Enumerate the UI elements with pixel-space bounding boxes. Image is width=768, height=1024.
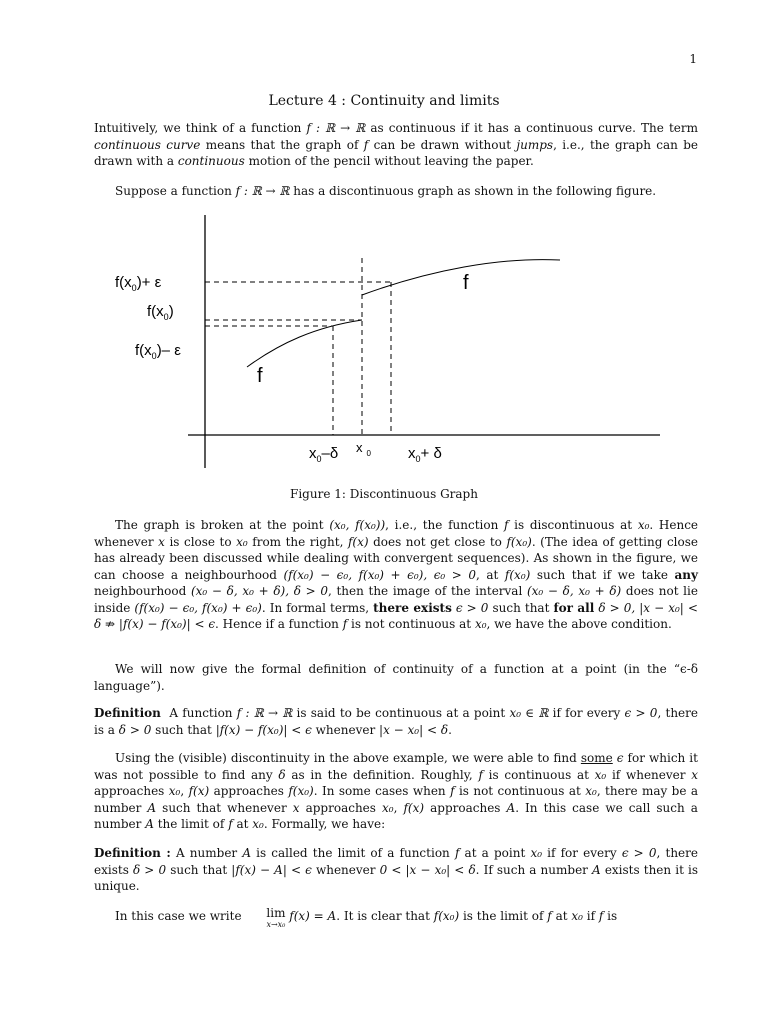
label-fx0-minus-eps: $f(x_0)-$ ε <box>135 342 181 361</box>
formal-definition-intro: We will now give the formal definition of continuity of a function at a point (in the “ϵ-δ language”). <box>94 662 698 693</box>
label-fx0: $f(x_0)$ <box>147 303 174 322</box>
label-x0-plus-delta: $x_0+ \delta$ <box>408 445 442 464</box>
discontinuous-graph-figure <box>100 210 670 475</box>
label-f-left: f <box>257 365 263 387</box>
discontinuity-paragraph: The graph is broken at the point (x₀, f(x₀)), i.e., the function f is discontinuous at x₀. Hence whenever x is close to x₀ from the right, f(x) does not get close to f(x₀). (The idea of getting close has already been discussed while dealing with convergent sequences). As shown in the figure, we can choose a neighbourhood (f(x₀) − ϵ₀, f(x₀) + ϵ₀), ϵ₀ > 0, at f(x₀) such that if we take any neighbourhood (x₀ − δ, x₀ + δ), δ > 0, then the image of the interval (x₀ − δ, x₀ + δ) does not lie inside (f(x₀) − ϵ₀, f(x₀) + ϵ₀). In formal terms, there exists ϵ > 0 such that for all δ > 0, |x − x₀| < δ ⇏ |f(x) − f(x₀)| < ϵ. Hence if a function f is not continuous at x₀, we have the above condition. <box>94 518 699 631</box>
label-x0: x $_0$ <box>356 440 371 458</box>
limit-notation-paragraph: In this case we write lim x→x₀ f(x) = A. It is clear that f(x₀) is the limit of f at x₀ if f is <box>115 906 618 929</box>
suppose-paragraph: Suppose a function f : ℝ → ℝ has a discontinuous graph as shown in the following figure. <box>115 184 657 198</box>
label-f-right: f <box>463 272 469 294</box>
intro-paragraph: Intuitively, we think of a function f : ℝ → ℝ as continuous if it has a continuous curve. The term continuous curve means that the graph of f can be drawn without jumps, i.e., the graph can be drawn with a continuous motion of the pencil without leaving the paper. <box>94 121 699 168</box>
label-fx0-plus-eps: $f(x_0)+ \varepsilon$ <box>115 274 162 293</box>
limit-operator: lim x→x₀ <box>266 906 286 929</box>
left-curve-branch <box>247 320 362 367</box>
page-number: 1 <box>689 52 697 66</box>
lecture-title: Lecture 4 : Continuity and limits <box>268 93 500 109</box>
label-x0-minus-delta: $x_0-\delta$ <box>309 445 339 464</box>
continuity-definition: Definition A function f : ℝ → ℝ is said to be continuous at a point x₀ ∈ ℝ if for every ϵ > 0, there is a δ > 0 such that |f(x) − f(x₀)| < ϵ whenever |x − x₀| < δ. <box>94 706 699 737</box>
limit-definition: Definition : A number A is called the limit of a function f at a point x₀ if for every ϵ > 0, there exists δ > 0 such that |f(x) − A| < ϵ whenever 0 < |x − x₀| < δ. If such a number A exists then it is unique. <box>94 846 698 893</box>
right-curve-branch <box>362 260 560 295</box>
figure-caption: Figure 1: Discontinuous Graph <box>290 487 478 501</box>
limit-motivation-paragraph: Using the (visible) discontinuity in the above example, we were able to find some ϵ for which it was not possible to find any δ as in the definition. Roughly, f is continuous at x₀ if whenever x approaches x₀, f(x) approaches f(x₀). In some cases when f is not continuous at x₀, there may be a number A such that whenever x approaches x₀, f(x) approaches A. In this case we call such a number A the limit of f at x₀. Formally, we have: <box>94 751 699 831</box>
